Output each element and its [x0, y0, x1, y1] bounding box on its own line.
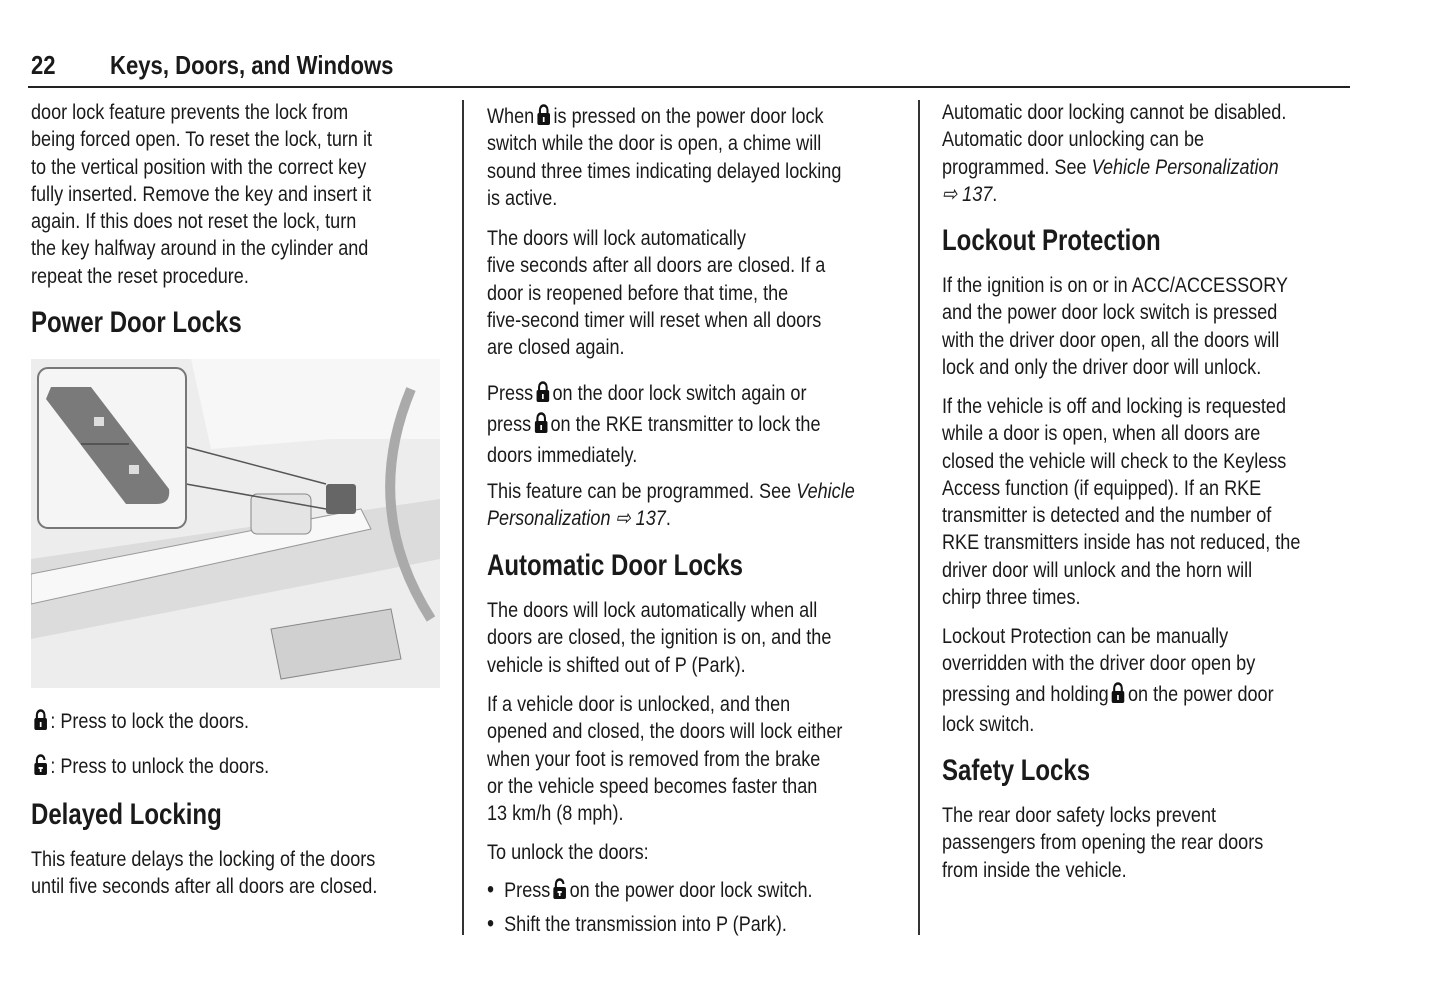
text: lock switch.	[942, 711, 1035, 736]
italic-ref: Vehicle	[796, 479, 855, 503]
heading-power-door-locks: Power Door Locks	[31, 306, 242, 339]
heading-safety-locks: Safety Locks	[942, 754, 1091, 787]
paragraph: If the vehicle is off and locking is requested while a door is open, when all doors are closed the vehicle will check to the Keyless Access function (if equipped). If an RKE transmitter is detected and the number of RKE transmitters inside has not reduced, the driver door will unlock and the horn will chirp three times.	[942, 394, 1301, 610]
heading-automatic-door-locks: Automatic Door Locks	[487, 549, 744, 582]
page-reference-link[interactable]: ⇨ 137	[942, 181, 993, 206]
text: switch while the door is open, a chime will sound three times indicating delayed locking is active.	[487, 131, 842, 210]
paragraph	[487, 378, 821, 471]
paragraph: The doors will lock automatically five seconds after all doors are closed. If a door is reopened before that time, the five-second timer will reset when all doors are closed again.	[487, 226, 826, 360]
text: on the RKE transmitter to lock the	[550, 412, 821, 436]
lock-caption	[31, 708, 249, 735]
page-number: 22	[31, 50, 56, 80]
text: press	[487, 412, 532, 436]
lock-icon	[34, 709, 48, 731]
lock-caption-text: : Press to lock the doors.	[50, 709, 250, 733]
paragraph: To unlock the doors:	[487, 840, 649, 864]
paragraph: This feature delays the locking of the doors until five seconds after all doors are closed.	[31, 847, 378, 899]
unlock-icon	[34, 754, 48, 776]
paragraph	[487, 103, 841, 212]
bullet-item: • Shift the transmission into P (Park).	[487, 910, 787, 938]
bullet-item	[487, 876, 813, 904]
text: Lockout Protection can be manually overridden with the driver door open by	[942, 624, 1256, 676]
paragraph: The rear door safety locks prevent passengers from opening the rear doors from inside the vehicle.	[942, 803, 1264, 882]
text: is pressed on the power door lock	[553, 104, 824, 128]
paragraph: The doors will lock automatically when all doors are closed, the ignition is on, and the vehicle is shifted out of P (Park).	[487, 598, 832, 677]
unlock-icon	[553, 878, 567, 900]
text: doors immediately.	[487, 443, 638, 467]
chapter-title: Keys, Doors, and Windows	[110, 50, 394, 80]
door-lock-switch-illustration	[31, 359, 440, 688]
paragraph: If a vehicle door is unlocked, and then opened and closed, the doors will lock either when your foot is removed from the brake or the vehicle speed becomes faster than 13 km/h (8 mph).	[487, 692, 843, 826]
paragraph	[942, 623, 1274, 738]
text: Automatic door locking cannot be disabled. Automatic door unlocking can be programmed. See	[942, 100, 1287, 179]
heading-lockout-protection: Lockout Protection	[942, 224, 1161, 257]
lock-icon	[537, 104, 551, 126]
lock-icon	[534, 412, 548, 434]
text: Press	[504, 878, 551, 902]
lock-icon	[1111, 682, 1125, 704]
text: on the power door lock switch.	[569, 878, 813, 902]
unlock-caption-text: : Press to unlock the doors.	[50, 754, 270, 778]
lock-icon	[536, 381, 550, 403]
column-divider	[918, 100, 920, 935]
header-rule	[28, 86, 1350, 88]
paragraph: Automatic door locking cannot be disabled. Automatic door unlocking can be programmed. See Vehicle Personalization ⇨ 137.	[942, 100, 1287, 206]
page-reference-link[interactable]: ⇨ 137	[615, 506, 666, 531]
text: This feature can be programmed. See	[487, 479, 792, 503]
paragraph: door lock feature prevents the lock from being forced open. To reset the lock, turn it to the vertical position with the correct key fully inserted. Remove the key and insert it again. If this does not reset the lock, turn the key halfway around in the cylinder and repeat the reset procedure.	[31, 100, 373, 288]
unlock-caption	[31, 753, 269, 780]
text: on the power door	[1128, 681, 1274, 706]
paragraph: If the ignition is on or in ACC/ACCESSORY and the power door lock switch is pressed with the driver door open, all the doors will lock and only the driver door will unlock.	[942, 273, 1288, 379]
heading-delayed-locking: Delayed Locking	[31, 798, 222, 831]
paragraph: This feature can be programmed. See Vehicle Personalization ⇨ 137.	[487, 479, 855, 531]
text: Press	[487, 381, 534, 405]
text: on the door lock switch again or	[552, 381, 807, 405]
text: When	[487, 104, 535, 128]
column-divider	[462, 100, 464, 935]
cross-reference-link[interactable]: Vehicle Personalization	[1091, 154, 1279, 179]
cross-reference-link[interactable]: Personalization	[487, 506, 611, 531]
text: pressing and holding	[942, 681, 1109, 706]
